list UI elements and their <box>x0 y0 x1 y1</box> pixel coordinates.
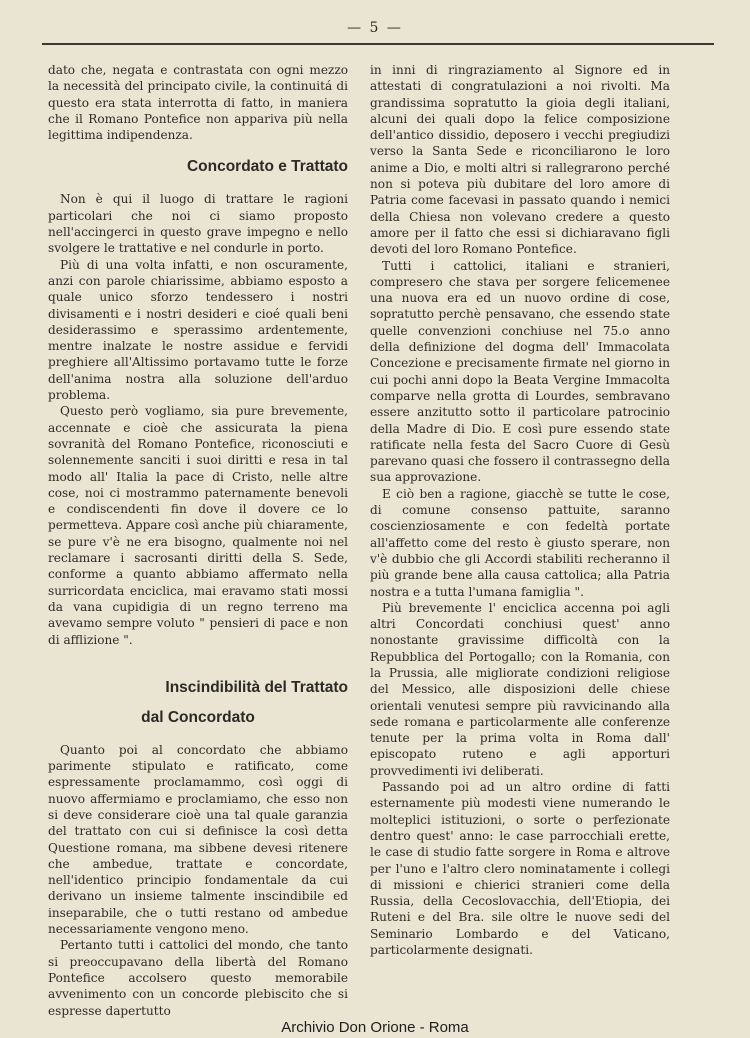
page-number: — 5 — <box>347 20 403 36</box>
intro-paragraph: dato che, negata e contrastata con ogni mezzo la necessità del principato civile, la continuitá di questo era stata interrotta di fatto, in maniera che il Romano Pontefice non appariva più nella legittima indipendenza. <box>48 63 348 143</box>
heading-dal-concordato: dal Concordato <box>141 708 255 726</box>
paragraph: Tutti i cattolici, italiani e stranieri, compresero che stava per sorgere felicemenee una nuova era ed un nuovo ordine di cose, sopratutto perchè pensavano, che essendo state quelle convenzioni conchiuse nel 75.o anno della definizione del dogma dell' Immacolata Concezione e precisamente firmate nel giorno in cui pochi anni dopo la Beata Vergine Immacolta comparve nella grotta di Lourdes, sembravano essere anzitutto sotto il particolare patrocinio della Madre di Dio. E così pure essendo state ratificate nella festa del Sacro Cuore di Gesù parevano quasi che fossero il contrassegno della sua approvazione. <box>370 258 670 485</box>
paragraph: Questo però vogliamo, sia pure brevemente, accennate e cioè che assicurata la piena sovranità del Romano Pontefice, riconosciuti e solennemente sanciti i suoi diritti e resa in tal modo all' Italia la pace di Cristo, nelle altre cose, noi ci mostrammo paternamente benevoli e condiscendenti fin dove il dovere ce lo permetteva. Appare così anche più chiaramente, se pure v'è ne era bisogno, qualmente noi nel reclamare i sacrosanti diritti della S. Sede, conforme a quanto abbiamo affermato nella surricordata enciclica, mai eravamo stati mossi da vana cupidigia di un regno terreno ma avevamo sempre voluto " pensieri di pace e non di afflizione ". <box>48 404 348 647</box>
heading-concordato-e-trattato: Concordato e Trattato <box>186 158 348 176</box>
header-rule <box>42 43 714 45</box>
paragraph: Passando poi ad un altro ordine di fatti esternamente più modesti viene numerando le molteplici istituzioni, o sorte o perfezionate dentro quest' anno: le case parrocchiali erette, le case di studio fatte sorgere in Roma e altrove per l'uno e l'altro clero nominatamente i collegi di missioni e chierici stranieri come della Russia, della Cecoslovacchia, dell'Etiopia, dei Ruteni e del Bra. sile oltre le nuove sedi del Seminario Lombardo e del Vaticano, particolarmente designati. <box>370 780 670 958</box>
left-column <box>48 62 348 1019</box>
paragraph: Più di una volta infatti, e non oscuramente, anzi con parole chiarissime, abbiamo esposto a quale unico sforzo tendessero i nostri divisamenti e i nostri desideri e cioé quali beni desiderassimo e sperassimo ardentemente, mentre inalzate le nostre assidue e fervidi preghiere all'Altissimo portavamo tutte le forze dell'anima nostra alla soluzione dell'arduo problema. <box>48 257 348 403</box>
paragraph: Più brevemente l' enciclica accenna poi agli altri Concordati conchiusi quest' anno nonostante gravissime difficoltà con la Repubblica del Portogallo; con la Romania, con la Prussia, alle migliorate condizioni religiose del Messico, alle disposizioni delle chiese orientali venutesi sempre più ravvicinando alla sede romana e particolarmente alle conferenze tenute per la prima volta in Roma dall' episcopato ruteno e agli apporturi provvedimenti ivi deliberati. <box>370 600 670 778</box>
right-column <box>370 62 670 958</box>
paragraph: E ciò ben a ragione, giacchè se tutte le cose, di comune consenso pattuite, saranno coscienziosamente e con fedeltà portate all'affetto come del resto è giusto sperare, non v'è dubbio che gli Accordi stabiliti recheranno il più grande bene alla causa cattolica; alla Patria nostra e a tutta l'umana famiglia ". <box>370 486 670 599</box>
paragraph: in inni di ringraziamento al Signore ed in attestati di congratulazioni a noi rivolti. Ma grandissima sopratutto la gioia degli italiani, alcuni dei quali dopo la felice composizione dell'antico dissidio, deposero i vecchi pregiudizi verso la Santa Sede e riconciliarono le loro anime a Dio, e molti altri si rallegrarono perché non si poteva più dubitare del loro amore di Patria come facevasi in passato quando i nemici della Chiesa non volevano credere a questo amore per il fatto che essi si dichiaravano figli devoti del loro Romano Pontefice. <box>370 63 670 257</box>
heading-inscindibilita: Inscindibilità del Trattato <box>165 678 348 696</box>
paragraph: Non è qui il luogo di trattare le ragioni particolari che noi ci siamo proposto nell'accingerci in questo grave impegno e nello svolgere le trattative e nel condurle in porto. <box>48 192 348 256</box>
paragraph: Quanto poi al concordato che abbiamo parimente stipulato e ratificato, come espressamente proclamammo, così oggi di nuovo affermiamo e proclamiamo, che esso non si deve considerare cioè una tal quale garanzia del trattato con cui si definisce la così detta Questione romana, ma sibbene devesi ritenere che ambedue, trattate e concordate, nell'identico principio fondamentale da cui derivano un insieme talmente inscindibile ed inseparabile, che o tutti restano od ambedue necessariamente vengono meno. <box>48 742 348 937</box>
archive-footer: Archivio Don Orione - Roma <box>281 1019 469 1036</box>
paragraph: Pertanto tutti i cattolici del mondo, che tanto si preoccupavano della libertà del Romano Pontefice accolsero questo memorabile avvenimento con un concorde plebiscito che si espresse dapertutto <box>48 938 348 1018</box>
